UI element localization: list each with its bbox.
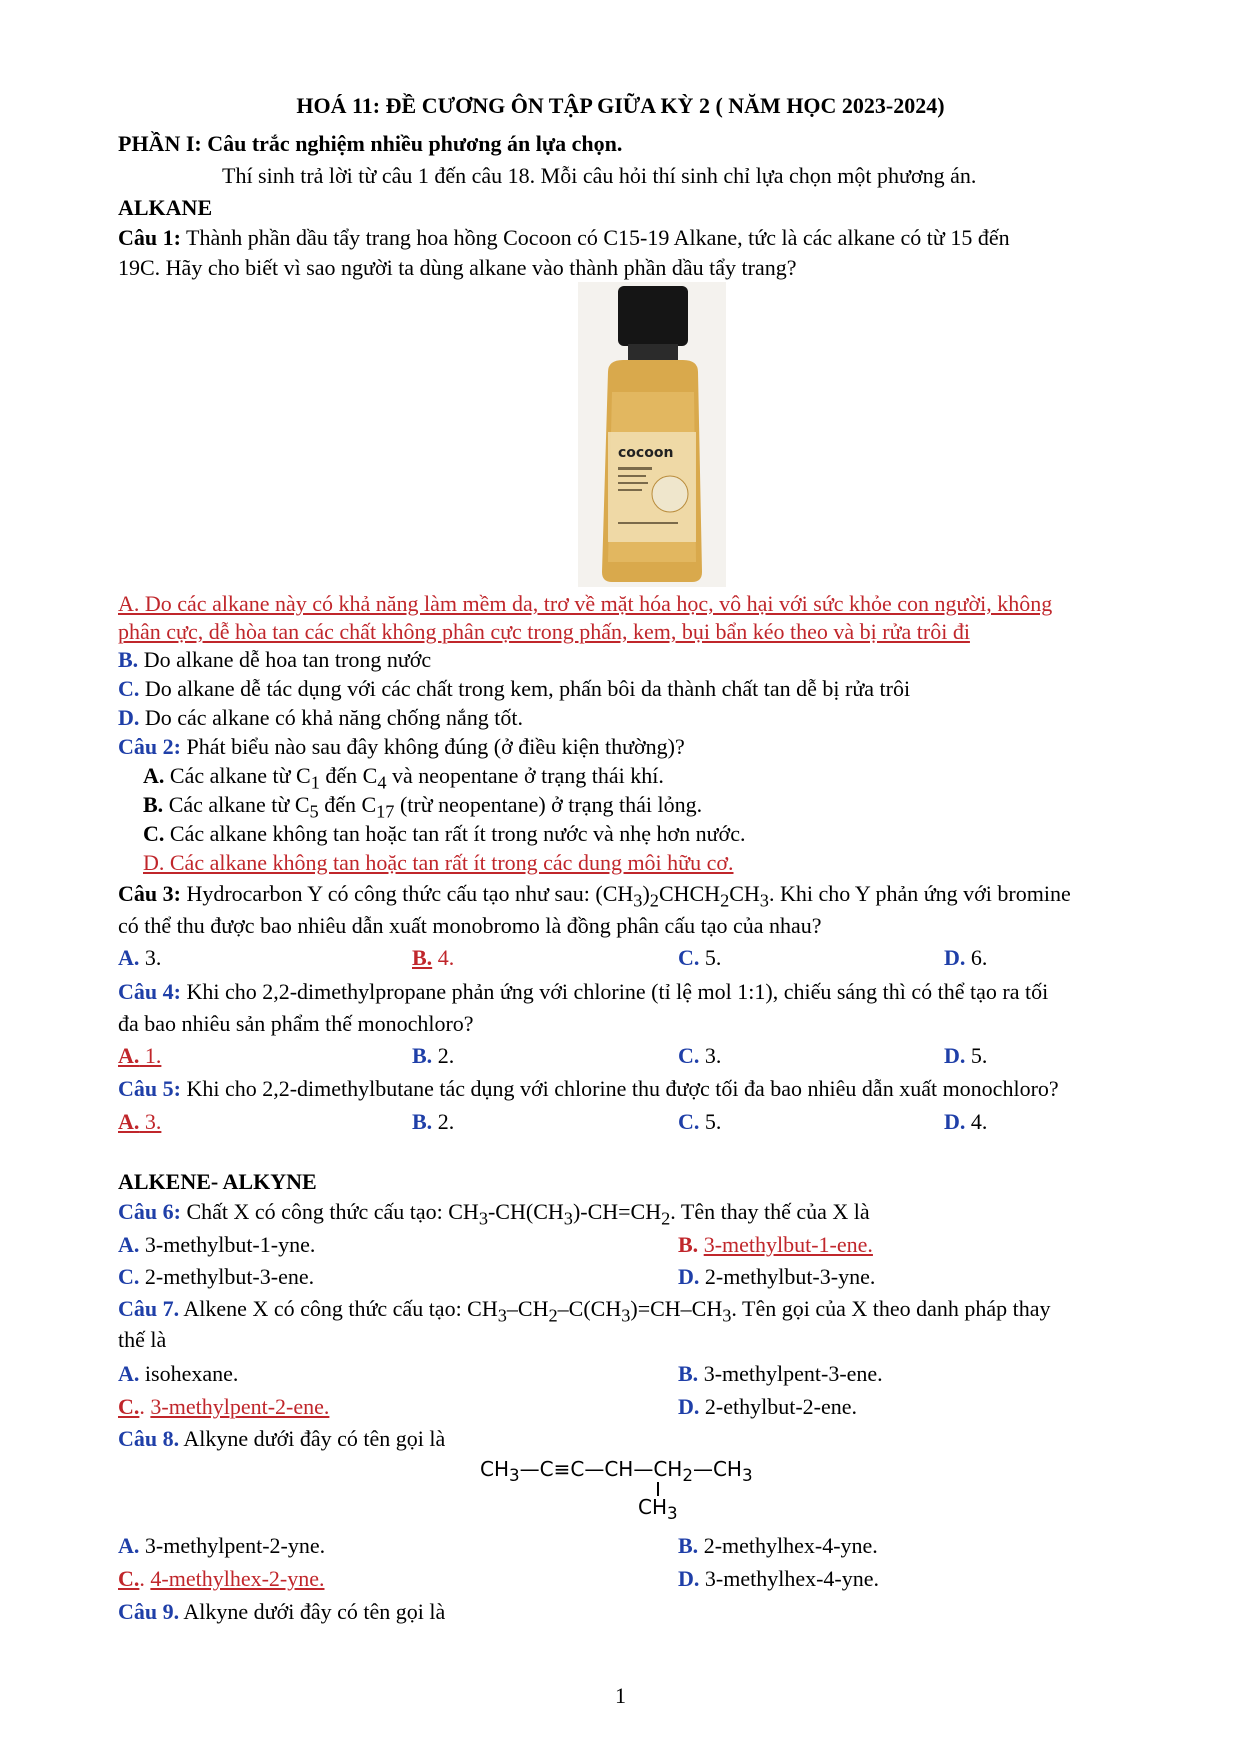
q7-line1: Câu 7. Alkene X có công thức cấu tạo: $CH_3-CH_2-C(CH_3)=CH-CH_3$. Tên gọi của X theo danh pháp thay	[118, 1296, 1051, 1326]
q3-option-a: A. 3.	[118, 945, 162, 970]
section-alkene-alkyne: ALKENE- ALKYNE	[118, 1169, 317, 1194]
q1-option-d: D. Do các alkane có khả năng chống nắng tốt.	[118, 705, 524, 730]
q5-option-d: D. 4.	[944, 1109, 988, 1134]
q2-option-b: B. Các alkane từ $C_5$ đến $C_{17}$ (trừ neopentane) ở trạng thái lỏng.	[143, 792, 703, 822]
q7-option-a: A. isohexane.	[118, 1361, 239, 1386]
q3-line1: Câu 3: Hydrocarbon Y có công thức cấu tạo như sau: $(CH_3)_2CHCH_2CH_3$. Khi cho Y phản ứng với bromine	[118, 881, 1071, 911]
q3-line2: có thể thu được bao nhiêu dẫn xuất monobromo là đồng phân cấu tạo của nhau?	[118, 913, 822, 938]
q3-answer-b: B. 4.	[412, 945, 455, 970]
q8-structural-formula: $CH_3—C\equiv C—CH—CH_2—CH_3$	[480, 1457, 753, 1485]
q1-answer-a-line1: A. Do các alkane này có khả năng làm mềm da, trơ về mặt hóa học, vô hại với sức khỏe con người, không	[118, 591, 1053, 616]
q4-answer-a: A. 1.	[118, 1043, 162, 1068]
q6-option-d: D. 2-methylbut-3-yne.	[678, 1264, 876, 1289]
q9-line: Câu 9. Alkyne dưới đây có tên gọi là	[118, 1599, 446, 1624]
q6-answer-b: B. 3-methylbut-1-ene.	[678, 1232, 873, 1257]
q2-answer-d: D. Các alkane không tan hoặc tan rất ít trong các dung môi hữu cơ.	[143, 850, 734, 875]
q7-answer-c: C.. 3-methylpent-2-ene.	[118, 1394, 330, 1419]
q6-line: Câu 6: Chất X có công thức cấu tạo: $CH_3-CH(CH_3)-CH=CH_2$. Tên thay thế của X là	[118, 1199, 870, 1229]
q8-line: Câu 8. Alkyne dưới đây có tên gọi là	[118, 1426, 446, 1451]
q3-option-c: C. 5.	[678, 945, 722, 970]
q4-line1: Câu 4: Khi cho 2,2-dimethylpropane phản ứng với chlorine (tỉ lệ mol 1:1), chiếu sáng thì có thể tạo ra tối	[118, 979, 1049, 1004]
q1-line2: 19C. Hãy cho biết vì sao người ta dùng alkane vào thành phần dầu tẩy trang?	[118, 255, 797, 280]
q8-option-b: B. 2-methylhex-4-yne.	[678, 1533, 878, 1558]
cocoon-bottle-image	[578, 282, 726, 587]
q5-option-c: C. 5.	[678, 1109, 722, 1134]
q1-line1: Câu 1: Thành phần dầu tẩy trang hoa hồng Cocoon có C15-19 Alkane, tức là các alkane có từ 15 đến	[118, 225, 1010, 250]
bottle-brand-text: cocoon	[618, 445, 674, 461]
q1-option-b: B. Do alkane dễ hoa tan trong nước	[118, 647, 432, 672]
q8-option-a: A. 3-methylpent-2-yne.	[118, 1533, 326, 1558]
q3-option-d: D. 6.	[944, 945, 988, 970]
q1-answer-a-line2: phân cực, dễ hòa tan các chất không phân cực trong phấn, kem, bụi bẩn kéo theo và bị rửa trôi đi	[118, 619, 970, 644]
q4-option-b: B. 2.	[412, 1043, 455, 1068]
q5-line1: Câu 5: Khi cho 2,2-dimethylbutane tác dụng với chlorine thu được tối đa bao nhiêu dẫn xuất monochloro?	[118, 1076, 1059, 1101]
part-heading: PHẦN I: Câu trắc nghiệm nhiều phương án lựa chọn.	[118, 131, 623, 156]
q5-answer-a: A. 3.	[118, 1109, 162, 1134]
q4-option-d: D. 5.	[944, 1043, 988, 1068]
q6-option-c: C. 2-methylbut-3-ene.	[118, 1264, 315, 1289]
q7-line2: thế là	[118, 1327, 167, 1352]
part-instruction: Thí sinh trả lời từ câu 1 đến câu 18. Mỗi câu hỏi thí sinh chỉ lựa chọn một phương án.	[222, 163, 977, 188]
q6-option-a: A. 3-methylbut-1-yne.	[118, 1232, 316, 1257]
page-title: HOÁ 11: ĐỀ CƯƠNG ÔN TẬP GIỮA KỲ 2 ( NĂM HỌC 2023-2024)	[296, 93, 945, 118]
q8-option-d: D. 3-methylhex-4-yne.	[678, 1566, 879, 1591]
q5-option-b: B. 2.	[412, 1109, 455, 1134]
q7-option-b: B. 3-methylpent-3-ene.	[678, 1361, 883, 1386]
q8-branch-methyl: $CH_3$	[638, 1495, 678, 1523]
page-number: 1	[615, 1683, 626, 1708]
q2-option-c: C. Các alkane không tan hoặc tan rất ít trong nước và nhẹ hơn nước.	[143, 821, 746, 846]
section-alkane: ALKANE	[118, 195, 213, 220]
q4-line2: đa bao nhiêu sản phẩm thế monochloro?	[118, 1011, 474, 1036]
q4-option-c: C. 3.	[678, 1043, 722, 1068]
q7-option-d: D. 2-ethylbut-2-ene.	[678, 1394, 857, 1419]
q1-option-c: C. Do alkane dễ tác dụng với các chất trong kem, phấn bôi da thành chất tan dễ bị rửa trôi	[118, 676, 911, 701]
q8-answer-c: C.. 4-methylhex-2-yne.	[118, 1566, 325, 1591]
q2-option-a: A. Các alkane từ $C_1$ đến $C_4$ và neopentane ở trạng thái khí.	[143, 763, 664, 793]
q2-line: Câu 2: Phát biểu nào sau đây không đúng (ở điều kiện thường)?	[118, 734, 685, 759]
